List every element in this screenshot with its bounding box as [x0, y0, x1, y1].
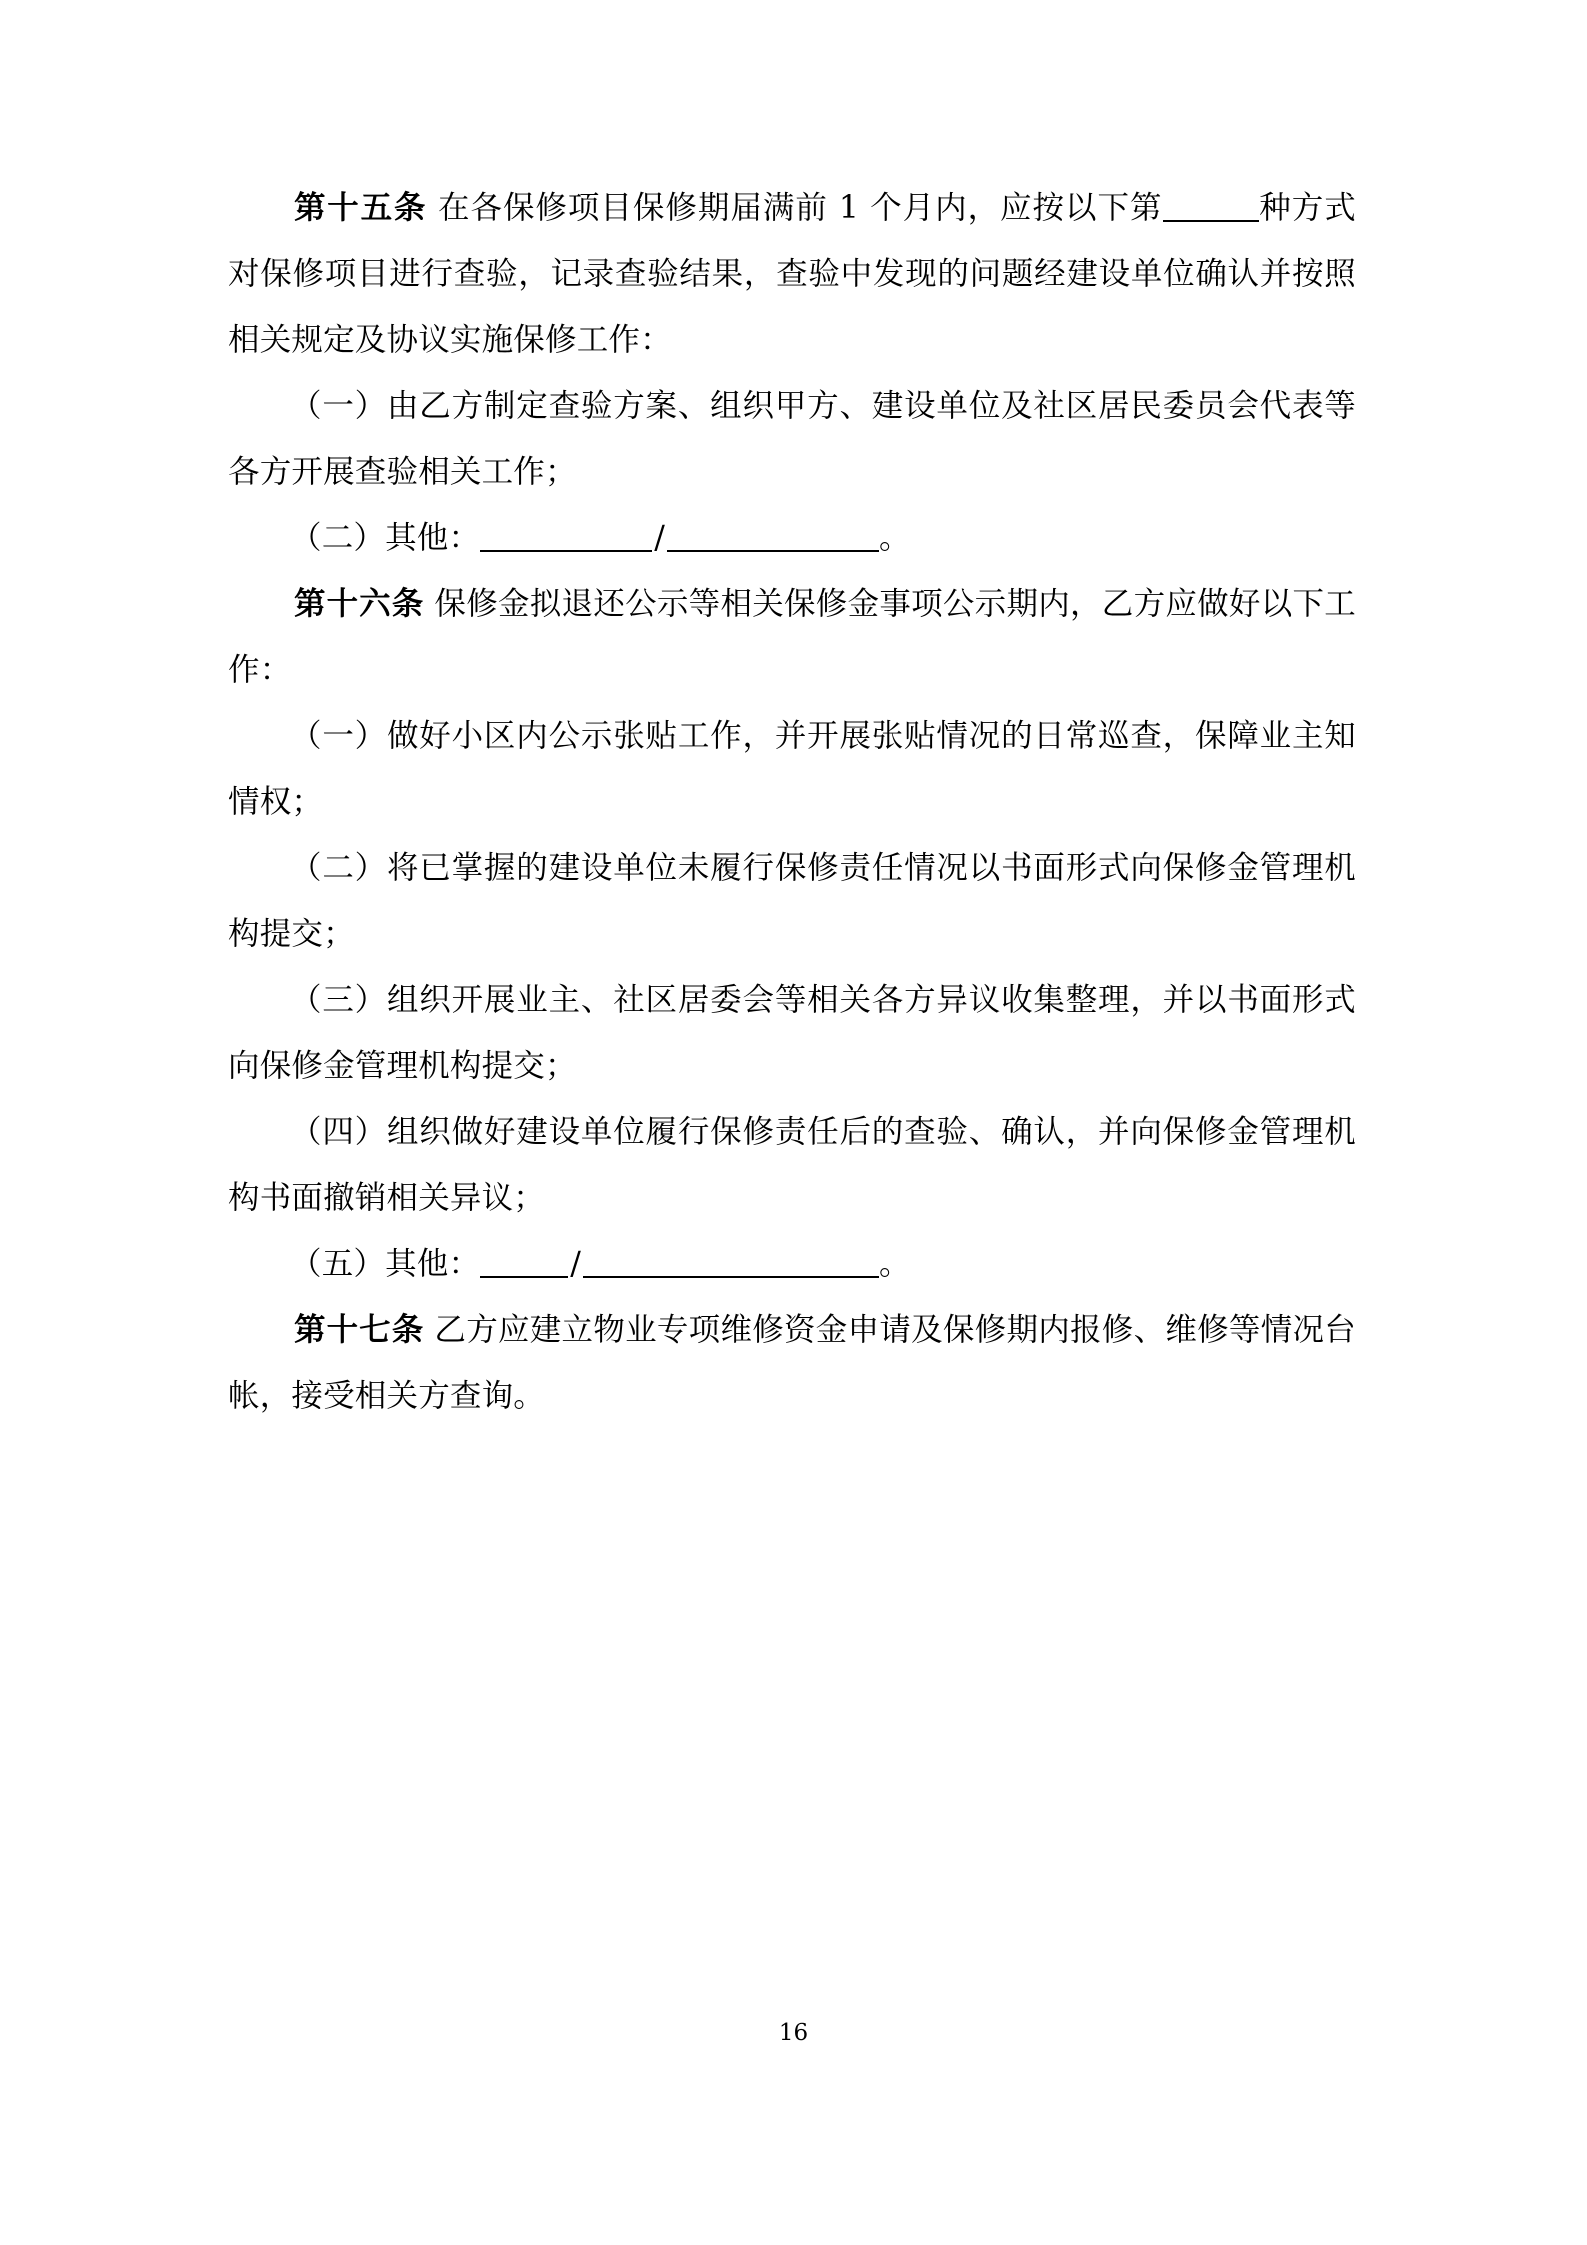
fill-in-blank-left[interactable] [480, 1276, 568, 1278]
item-text-before-blank: （二）其他： [290, 520, 481, 556]
paragraph-article-16-item-2 [228, 835, 1356, 967]
fill-in-blank-right[interactable] [583, 1276, 879, 1278]
article-label: 第十七条 [294, 1311, 425, 1348]
item-text: （四）组织做好建设单位履行保修责任后的查验、确认，并向保修金管理机构书面撤销相关异议； [228, 1114, 1356, 1216]
paragraph-article-16-item-5 [228, 1231, 1356, 1297]
paragraph-article-16-item-4 [228, 1099, 1356, 1231]
fill-in-blank[interactable] [1163, 220, 1259, 222]
item-text-before-blank: （五）其他： [290, 1246, 481, 1282]
paragraph-article-16 [228, 571, 1356, 703]
item-text-after-blank: 。 [879, 520, 911, 556]
item-text-after-blank: 。 [879, 1246, 911, 1282]
article-label: 第十五条 [294, 189, 428, 226]
paragraph-article-15 [228, 175, 1356, 373]
blank-separator: / [654, 520, 666, 556]
page-number: 16 [778, 2020, 809, 2046]
fill-in-blank-right[interactable] [667, 550, 879, 552]
fill-in-blank-left[interactable] [480, 550, 652, 552]
item-text: （二）将已掌握的建设单位未履行保修责任情况以书面形式向保修金管理机构提交； [228, 850, 1356, 952]
item-text: （一）由乙方制定查验方案、组织甲方、建设单位及社区居民委员会代表等各方开展查验相关工作； [228, 388, 1356, 490]
paragraph-article-17 [228, 1297, 1356, 1429]
article-text-after-blank: 种方式对保修项目进行查验，记录查验结果，查验中发现的问题经建设单位确认并按照相关规定及协议实施保修工作： [228, 190, 1356, 358]
paragraph-article-15-item-1 [228, 373, 1356, 505]
paragraph-article-16-item-3 [228, 967, 1356, 1099]
item-text: （一）做好小区内公示张贴工作，并开展张贴情况的日常巡查，保障业主知情权； [228, 718, 1356, 820]
article-label: 第十六条 [294, 585, 425, 622]
document-body [228, 175, 1356, 1429]
article-text-before-blank: 在各保修项目保修期届满前 1 个月内，应按以下第 [437, 190, 1163, 226]
blank-separator: / [570, 1246, 582, 1282]
paragraph-article-15-item-2 [228, 505, 1356, 571]
article-text: 保修金拟退还公示等相关保修金事项公示期内，乙方应做好以下工作： [228, 586, 1356, 688]
article-text: 乙方应建立物业专项维修资金申请及保修期内报修、维修等情况台帐，接受相关方查询。 [228, 1312, 1356, 1414]
item-text: （三）组织开展业主、社区居委会等相关各方异议收集整理，并以书面形式向保修金管理机构提交； [228, 982, 1356, 1084]
paragraph-article-16-item-1 [228, 703, 1356, 835]
